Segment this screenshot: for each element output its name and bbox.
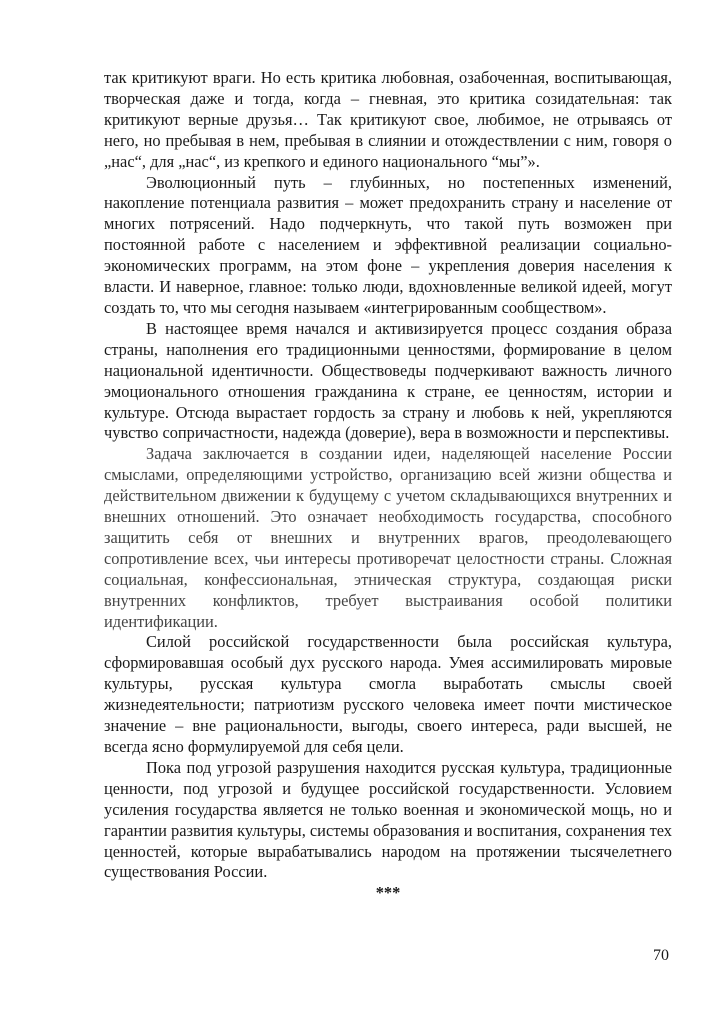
paragraph-5: Силой российской государственности была российская культура, сформировавшая особый дух русского народа. Умея ассимилировать мировые культуры, русская культура смогла выработать смыслы своей жизнедеятельности; патриотизм русского человека имеет почти мистическое значение – вне рациональности, выгоды, своего интереса, ради высшей, не всегда ясно формулируемой для себя цели. bbox=[104, 632, 672, 756]
section-separator: *** bbox=[375, 883, 401, 902]
paragraph-4: Задача заключается в создании идеи, наделяющей население России смыслами, определяющими устройство, организацию всей жизни общества и действительном движении к будущему с учетом складывающихся внутренних и внешних отношений. Это означает необходимость государства, способного защитить себя от внешних и внутренних врагов, преодолевающего сопротивление всех, чьи интересы противоречат целостности страны. Сложная социальная, конфессиональная, этническая структура, создающая риски внутренних конфликтов, требует выстраивания особой политики идентификации. bbox=[104, 444, 672, 631]
paragraph-3: В настоящее время начался и активизируется процесс создания образа страны, наполнения его традиционными ценностями, формирование в целом национальной идентичности. Обществоведы подчеркивают важность личного эмоционального отношения гражданина к стране, ее ценностям, истории и культуре. Отсюда вырастает гордость за страну и любовь к ней, укрепляются чувство сопричастности, надежда (доверие), вера в возможности и перспективы. bbox=[104, 318, 672, 443]
paragraph-1: так критикуют враги. Но есть критика любовная, озабоченная, воспитывающая, творческая даже и тогда, когда – гневная, это критика созидательная: так критикуют верные друзья… Так критикуют свое, любимое, не отрываясь от него, но пребывая в нем, пребывая в слиянии и отождествлении с ним, говоря о „нас“, для „нас“, из крепкого и единого национального “мы”». bbox=[104, 68, 672, 171]
page-number: 70 bbox=[653, 947, 669, 964]
paragraph-6: Пока под угрозой разрушения находится русская культура, традиционные ценности, под угрозой и будущее российской государственности. Условием усиления государства является не только военная и экономической мощь, но и гарантии развития культуры, системы образования и воспитания, сохранения тех ценностей, которые вырабатывались народом на протяжении тысячелетнего существования России. bbox=[104, 757, 672, 882]
paragraph-2: Эволюционный путь – глубинных, но постепенных изменений, накопление потенциала развития – может предохранить страну и население от многих потрясений. Надо подчеркнуть, что такой путь возможен при постоянной работе с населением и эффективной реализации социально-экономических программ, на этом фоне – укрепления доверия населения к власти. И наверное, главное: только люди, вдохновленные великой идеей, могут создать то, что мы сегодня называем «интегрированным сообществом». bbox=[104, 172, 672, 317]
body-text bbox=[104, 68, 672, 883]
